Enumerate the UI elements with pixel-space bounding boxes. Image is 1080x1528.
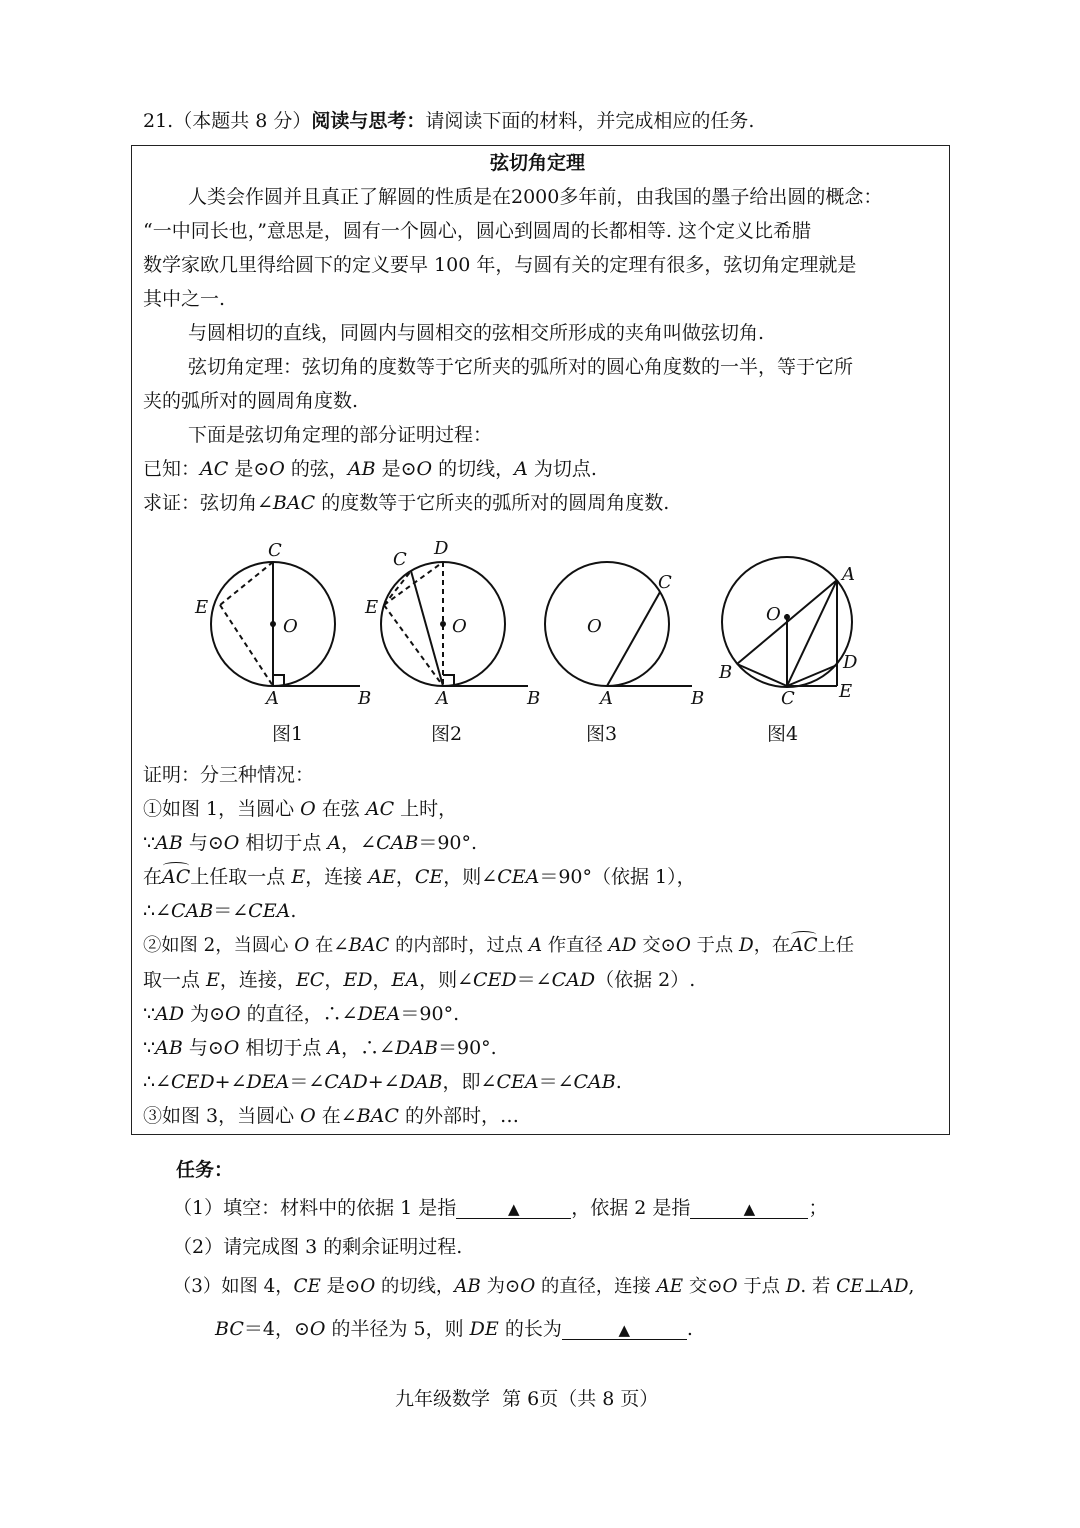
t: 的直径，∴∠ (240, 1003, 358, 1025)
fig1-label: B (358, 688, 372, 709)
fig3-circle (545, 562, 669, 686)
answer-blank-2[interactable]: ▲ (690, 1196, 808, 1219)
v: CED (473, 969, 517, 991)
proof-c1-line1 (143, 796, 457, 822)
t: ∵ (143, 1003, 156, 1025)
t: ③如图 3，当圆心 (143, 1105, 301, 1127)
task1-text: （1）填空：材料中的依据 1 是指 (173, 1197, 457, 1219)
v: A (528, 935, 543, 956)
fig2-label: C (393, 549, 407, 570)
prove-text: 求证：弦切角∠ (143, 492, 273, 514)
t: 于点 (737, 1276, 786, 1297)
t: 的内部时，过点 (389, 935, 529, 956)
t: ∵ (143, 1037, 156, 1059)
t: （依据 2）. (595, 969, 696, 991)
v: BAC (348, 935, 390, 956)
v: CEA (496, 1071, 539, 1093)
t: ∴∠ (143, 1071, 172, 1093)
v: DEA (357, 1003, 401, 1025)
v: CE (414, 866, 444, 888)
fig2-label: B (527, 688, 541, 709)
v: O (300, 1105, 316, 1127)
t: ⊥ (863, 1276, 881, 1297)
proof-c1-line4 (143, 898, 296, 924)
v: D (739, 935, 754, 956)
v: E (206, 969, 220, 991)
v: DAB (395, 1037, 438, 1059)
v: AE (656, 1276, 684, 1297)
v: E (291, 866, 306, 888)
t: 上任 (817, 935, 855, 956)
given-var: AB (347, 458, 376, 480)
proof-c2-line1 (143, 933, 854, 959)
material-p1-line1: 人类会作圆并且真正了解圆的性质是在2000多年前，由我国的墨子给出圆的概念： (188, 186, 883, 208)
v: AB (454, 1276, 481, 1297)
v: O (722, 1276, 738, 1297)
fig2-label: A (436, 688, 449, 709)
proof-c2-line4 (143, 1035, 497, 1061)
given-var: A (514, 458, 528, 480)
fig4-label: D (843, 652, 858, 673)
v: O (520, 1276, 536, 1297)
t: 于点 (690, 935, 740, 956)
t: +∠ (214, 1071, 247, 1093)
v: AC (365, 798, 395, 820)
t: ＝90°. (438, 1037, 497, 1059)
t: 为⊙ (184, 1003, 226, 1025)
task3-line1 (173, 1274, 914, 1300)
given-text: 的切线， (432, 458, 515, 480)
t: ＝∠ (516, 969, 552, 991)
v: O (225, 1003, 241, 1025)
proof-c2-line2 (143, 967, 695, 993)
tasks-heading: 任务： (176, 1159, 234, 1181)
t: ，连接， (219, 969, 296, 991)
fig2-label: E (365, 597, 379, 618)
prove-text: 的度数等于它所夹的弧所对的圆周角度数. (315, 492, 670, 514)
material-p3-line1: 弦切角定理：弦切角的度数等于它所夹的弧所对的圆心角度数的一半，等于它所 (188, 356, 854, 378)
t: . (290, 900, 297, 922)
v: BC (215, 1318, 244, 1340)
t: ＝4，⊙ (243, 1318, 310, 1340)
t: ，即∠ (442, 1071, 497, 1093)
t: ，则∠ (443, 866, 498, 888)
t: ∴∠ (143, 900, 172, 922)
material-p1-line4: 其中之一. (143, 288, 226, 310)
t: 上任取一点 (190, 866, 292, 888)
t: 为⊙ (480, 1276, 521, 1297)
v: CEA (497, 866, 540, 888)
t: （3）如图 4， (173, 1276, 294, 1297)
figure-caption: 图3 (586, 723, 618, 745)
task2: （2）请完成图 3 的剩余证明过程. (173, 1236, 463, 1258)
t: ＝90°. (418, 832, 478, 854)
v: O (223, 1037, 240, 1059)
t: 在 (143, 866, 163, 888)
material-p4: 下面是弦切角定理的部分证明过程： (188, 424, 493, 446)
t: ①如图 1，当圆心 (143, 798, 301, 820)
v: AB (155, 1037, 183, 1059)
question-score: （本题共 8 分） (173, 110, 312, 132)
t: ＝∠ (538, 1071, 574, 1093)
given-var: O (269, 458, 285, 480)
t: . (686, 1318, 693, 1340)
t: , (908, 1276, 915, 1297)
question-type: 阅读与思考： (311, 110, 426, 132)
t: 的直径，连接 (535, 1276, 657, 1297)
t: ， (324, 969, 344, 991)
t: ＝90°. (400, 1003, 460, 1025)
t: ＝∠ (289, 1071, 325, 1093)
fig2-label: D (434, 538, 449, 559)
question-number: 21. (143, 110, 174, 132)
t: 作直径 (542, 935, 609, 956)
t: 的外部时，… (398, 1105, 519, 1127)
t: ＝∠ (213, 900, 249, 922)
t: 交⊙ (636, 935, 676, 956)
v: AD (155, 1003, 185, 1025)
fig3-label: A (600, 688, 613, 709)
v: CAB (573, 1071, 616, 1093)
prove-var: BAC (272, 492, 316, 514)
fig4-label: B (719, 662, 733, 683)
fig3-label: O (587, 616, 602, 637)
t: 在∠ (315, 1105, 357, 1127)
v: ED (343, 969, 373, 991)
t: 在∠ (309, 935, 349, 956)
given-var: O (416, 458, 433, 480)
t: ，则∠ (419, 969, 474, 991)
v: D (785, 1276, 801, 1297)
v: AD (608, 935, 637, 956)
v: O (309, 1318, 326, 1340)
fig1-label: C (268, 540, 282, 561)
proof-c3-line1 (143, 1103, 519, 1129)
fig1-label: O (283, 616, 298, 637)
v: CED (171, 1071, 215, 1093)
proof-intro: 证明：分三种情况： (143, 764, 315, 786)
proof-c2-line3 (143, 1001, 459, 1027)
t: ，在 (753, 935, 791, 956)
t: 相切于点 (239, 1037, 328, 1059)
v: CAB (376, 832, 419, 854)
t: ＝90°（依据 1）， (539, 866, 696, 888)
t: 交⊙ (683, 1276, 723, 1297)
t: ∵ (143, 832, 156, 854)
v: O (294, 935, 310, 956)
v: CE (293, 1276, 321, 1297)
material-p1-line3: 数学家欧几里得给圆下的定义要早 100 年，与圆有关的定理有很多，弦切角定理就是 (143, 254, 857, 276)
fig4-label: E (839, 681, 853, 702)
given-text: 为切点. (527, 458, 597, 480)
v: DAB (399, 1071, 443, 1093)
t: 取一点 (143, 969, 207, 991)
t: 的半径为 5，则 (325, 1318, 470, 1340)
t: 的切线， (375, 1276, 455, 1297)
t: ②如图 2，当圆心 (143, 935, 295, 956)
task1-text: ； (808, 1197, 828, 1219)
material-p3-line2: 夹的弧所对的圆周角度数. (143, 390, 359, 412)
task1-text: ，依据 2 是指 (571, 1197, 691, 1219)
v: EA (391, 969, 420, 991)
t: ， (395, 866, 415, 888)
given-text: 已知： (143, 458, 201, 480)
fig1-label: A (266, 688, 279, 709)
v: O (300, 798, 316, 820)
v: DE (469, 1318, 499, 1340)
page-footer: 九年级数学 第 6页（共 8 页） (395, 1388, 659, 1410)
task3-line2 (215, 1316, 693, 1342)
t: ，∠ (341, 832, 377, 854)
fig4-label: C (781, 688, 795, 709)
fig2-label: O (452, 616, 467, 637)
fig4-label: O (766, 604, 781, 625)
v: AB (155, 832, 183, 854)
v: AE (368, 866, 396, 888)
material-p2: 与圆相切的直线，同圆内与圆相交的弦相交所形成的夹角叫做弦切角. (188, 322, 765, 344)
t: 上时， (394, 798, 458, 820)
fig1-label: E (195, 597, 209, 618)
t: 的长为 (498, 1318, 562, 1340)
fig3-label: B (691, 688, 705, 709)
figure-caption: 图1 (272, 723, 304, 745)
figure-caption: 图4 (767, 723, 799, 745)
v: O (675, 935, 691, 956)
task1 (173, 1195, 827, 1221)
t: ，连接 (305, 866, 369, 888)
t: 在弦 (315, 798, 366, 820)
t: . 若 (800, 1276, 837, 1297)
arc-ac: AC (162, 866, 191, 888)
v: CAB (171, 900, 214, 922)
v: AD (880, 1276, 909, 1297)
fig3-label: C (658, 572, 672, 593)
v: CEA (248, 900, 291, 922)
v: CAD (551, 969, 596, 991)
t: 是⊙ (320, 1276, 361, 1297)
t: 与⊙ (182, 1037, 224, 1059)
v: A (327, 832, 342, 854)
v: BAC (356, 1105, 399, 1127)
t: 与⊙ (182, 832, 224, 854)
arc-ac: AC (790, 933, 817, 959)
material-title: 弦切角定理 (490, 152, 586, 174)
fig4-label: A (842, 564, 855, 585)
proof-c1-line3 (143, 864, 696, 890)
v: O (223, 832, 240, 854)
t: ，∴∠ (341, 1037, 396, 1059)
given-text: 是⊙ (228, 458, 270, 480)
answer-blank-3[interactable]: ▲ (562, 1317, 687, 1340)
v: CAD (324, 1071, 368, 1093)
t: 相切于点 (239, 832, 328, 854)
question-instruction: 请阅读下面的材料，并完成相应的任务. (425, 110, 755, 132)
given-text: 是⊙ (375, 458, 417, 480)
given-text: 的弦， (284, 458, 348, 480)
t: . (615, 1071, 622, 1093)
v: A (327, 1037, 342, 1059)
v: O (360, 1276, 376, 1297)
answer-blank-1[interactable]: ▲ (456, 1196, 571, 1219)
t: +∠ (367, 1071, 400, 1093)
proof-c2-line5 (143, 1069, 622, 1095)
figure-caption: 图2 (431, 723, 463, 745)
v: CE (836, 1276, 864, 1297)
v: EC (295, 969, 325, 991)
proof-c1-line2 (143, 830, 477, 856)
given-var: AC (200, 458, 229, 480)
t: ， (372, 969, 392, 991)
material-p1-line2: “一中同长也，”意思是，圆有一个圆心，圆心到圆周的长都相等. 这个定义比希腊 (143, 220, 812, 242)
v: DEA (246, 1071, 290, 1093)
